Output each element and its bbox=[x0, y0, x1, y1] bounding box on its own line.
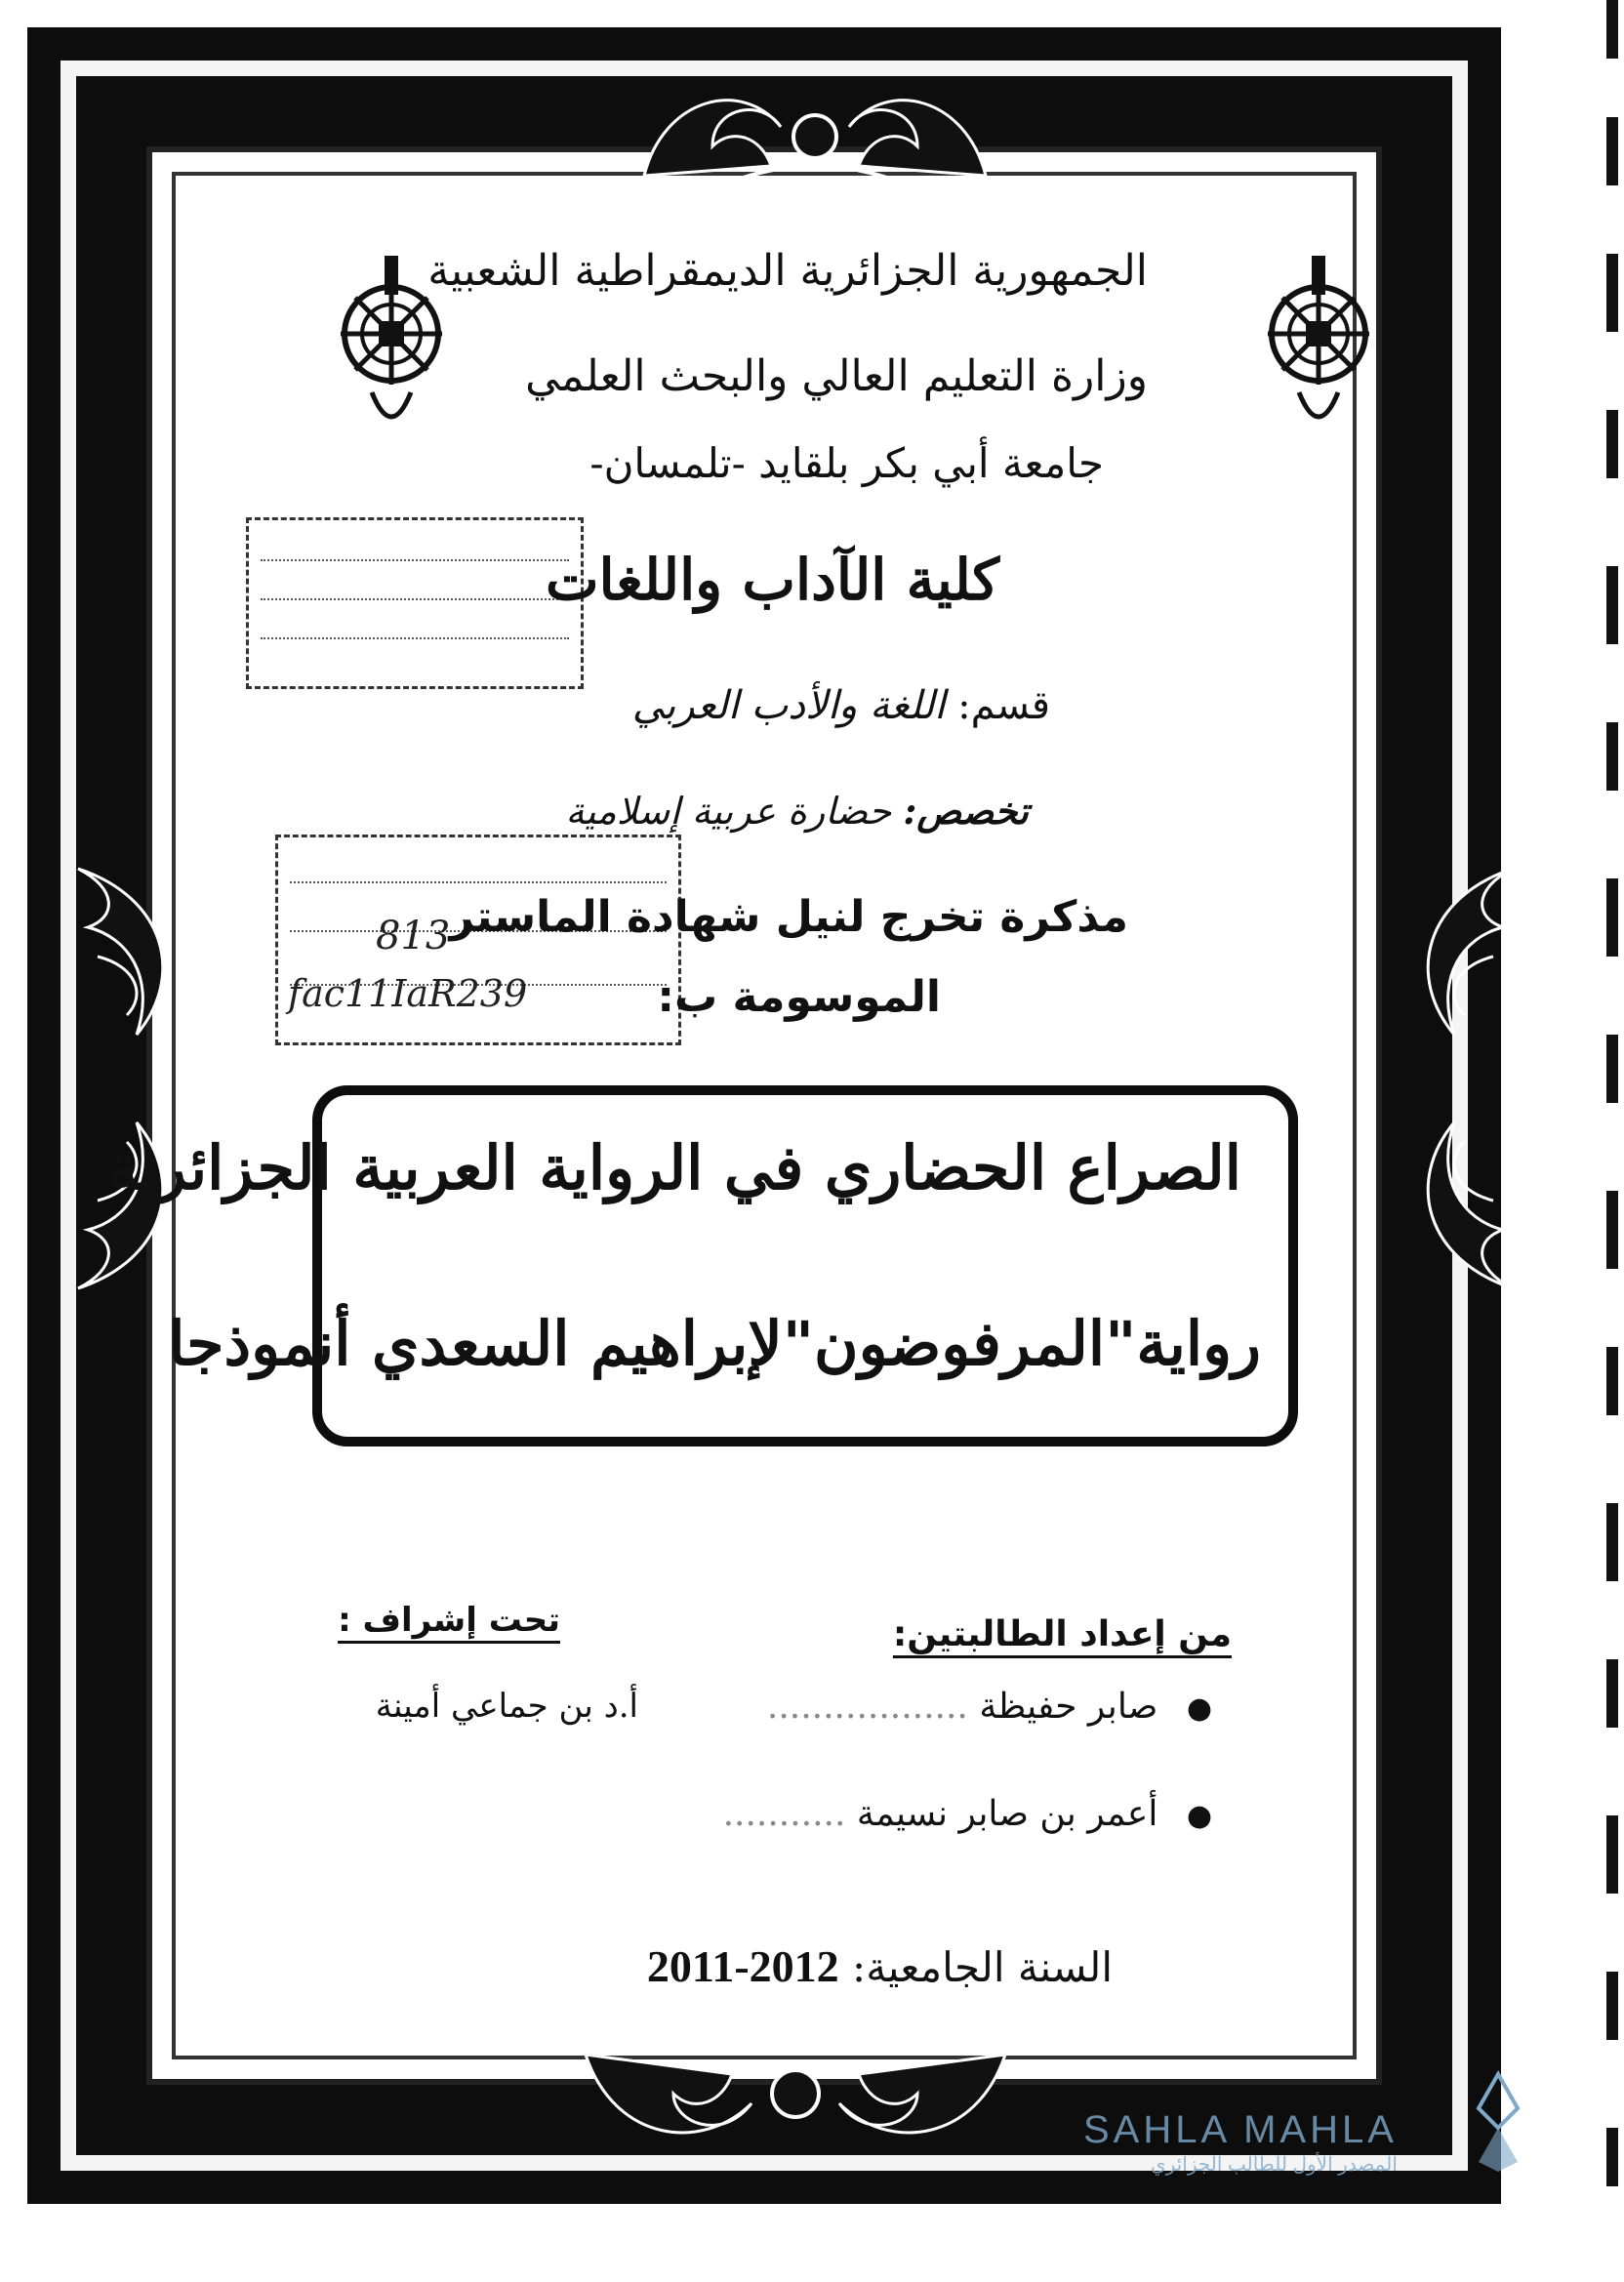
scanner-edge-marks bbox=[1585, 0, 1624, 2282]
top-ornament-icon bbox=[625, 59, 1005, 195]
student-2: ● أعمر بن صابر نسيمة ........... bbox=[722, 1794, 1212, 1834]
supervisor-name: أ.د بن جماعي أمينة bbox=[375, 1687, 638, 1726]
stamp-handwritten-number: 813 bbox=[376, 914, 451, 958]
left-ornament-upper-icon bbox=[59, 859, 205, 1044]
department-label: قسم: bbox=[957, 683, 1050, 728]
students-heading: من إعداد الطالبتين: bbox=[892, 1614, 1232, 1654]
academic-year-label: السنة الجامعية: bbox=[852, 1943, 1113, 1991]
thesis-type: مذكرة تخرج لنيل شهادة الماستر bbox=[449, 892, 1128, 942]
watermark bbox=[1083, 2108, 1398, 2177]
thesis-title-line1: الصراع الحضاري في الرواية العربية الجزائرية bbox=[107, 1132, 1241, 1203]
bullet-icon: ● bbox=[1186, 1691, 1212, 1726]
university-emblem-right-icon bbox=[1255, 256, 1382, 441]
titled-label: الموسومة ب: bbox=[657, 972, 941, 1022]
student-1: ● صابر حفيظة .................. bbox=[766, 1687, 1212, 1727]
department-value: اللغة والأدب العربي bbox=[631, 683, 946, 728]
specialty-label: تخصص: bbox=[903, 789, 1029, 833]
supervisor-heading: تحت إشراف : bbox=[338, 1601, 560, 1640]
student-2-name: أعمر بن صابر نسيمة bbox=[856, 1794, 1158, 1834]
watermark-tagline: المصدر الأول للطالب الجزائري bbox=[1151, 2154, 1398, 2176]
republic-name: الجمهورية الجزائرية الديمقراطية الشعبية bbox=[427, 246, 1148, 296]
academic-year-value: 2011-2012 bbox=[646, 1941, 839, 1991]
bottom-ornament-icon bbox=[566, 2035, 1025, 2172]
watermark-brand: SAHLA MAHLA bbox=[1083, 2108, 1398, 2151]
university-name: جامعة أبي بكر بلقايد -تلمسان- bbox=[589, 439, 1104, 487]
specialty-line bbox=[566, 789, 1030, 833]
thesis-title-line2: رواية"المرفوضون"لإبراهيم السعدي أنموذجا bbox=[168, 1308, 1261, 1379]
library-stamp-upper bbox=[246, 517, 584, 689]
ministry-name: وزارة التعليم العالي والبحث العلمي bbox=[525, 351, 1148, 401]
right-ornament-upper-icon bbox=[1386, 859, 1532, 1044]
stamp-handwritten-code: fac11IaR239 bbox=[288, 972, 528, 1015]
faculty-name: كلية الآداب واللغات bbox=[545, 547, 999, 613]
department-line bbox=[632, 683, 1050, 728]
bullet-icon: ● bbox=[1186, 1799, 1212, 1833]
academic-year bbox=[647, 1940, 1113, 1992]
specialty-value: حضارة عربية إسلامية bbox=[565, 790, 892, 833]
watermark-logo-icon bbox=[1464, 2069, 1532, 2177]
right-ornament-lower-icon bbox=[1386, 1113, 1532, 1298]
student-1-name: صابر حفيظة bbox=[979, 1687, 1158, 1727]
